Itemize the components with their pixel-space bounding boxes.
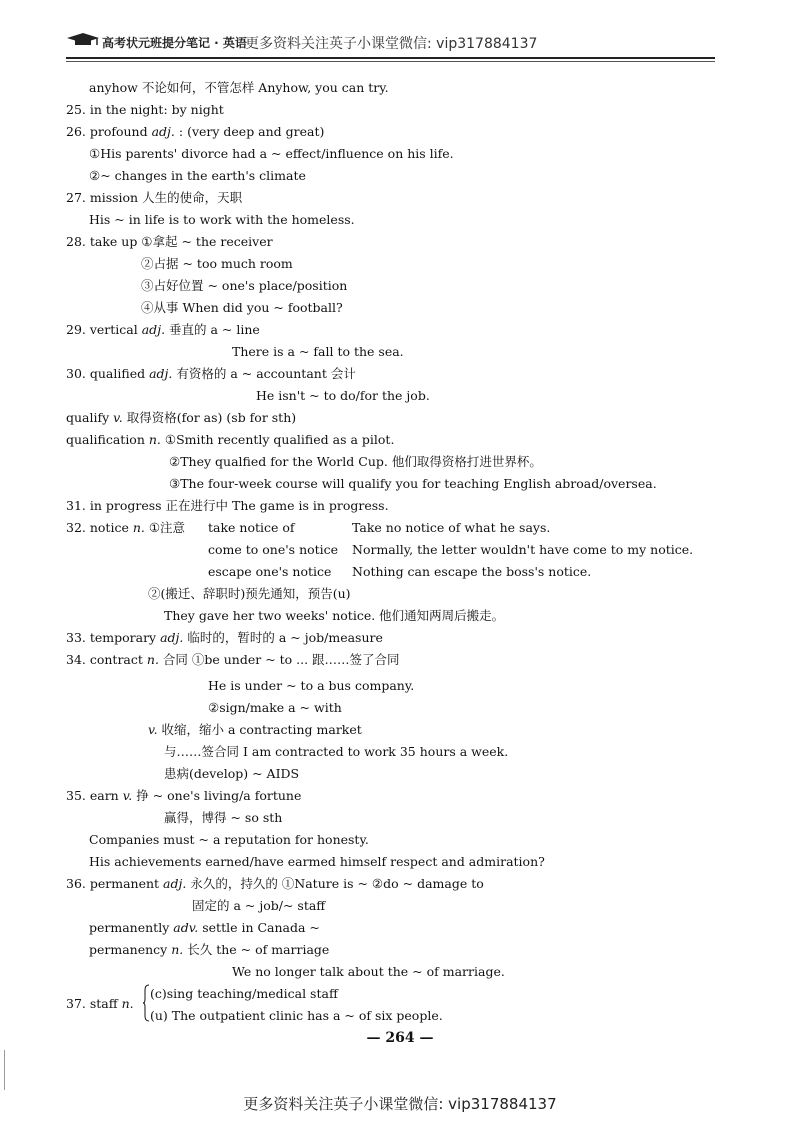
example-line: His ~ in life is to work with the homeless. (89, 212, 355, 227)
entry-permanently: permanently adv. settle in Canada ~ (89, 920, 320, 935)
header-watermark: 更多资料关注英子小课堂微信: vip317884137 (245, 36, 538, 52)
header-rule-thin (66, 61, 715, 62)
example-line: ③The four-week course will qualify you for teaching English abroad/oversea. (169, 476, 657, 491)
page-number: — 264 — (366, 1030, 434, 1046)
example-line: ③占好位置 ~ one's place/position (141, 278, 348, 293)
example-line: His achievements earned/have earmed himself respect and admiration? (89, 854, 545, 869)
example-line: He is under ~ to a bus company. (208, 678, 415, 693)
example-cell: Take no notice of what he says. (352, 520, 551, 535)
scan-edge (4, 1050, 6, 1090)
example-line: ①His parents' divorce had a ~ effect/influence on his life. (89, 146, 454, 161)
entry-qualify: qualify v. 取得资格(for as) (sb for sth) (66, 410, 297, 425)
example-line: ④从事 When did you ~ football? (141, 300, 343, 315)
entry-34: 34. contract n. 合同 ①be under ~ to ... 跟……签了合同 (66, 652, 400, 667)
graduation-cap-icon (66, 32, 100, 46)
example-line: (u) The outpatient clinic has a ~ of six people. (150, 1008, 443, 1023)
example-cell: Nothing can escape the boss's notice. (352, 564, 592, 579)
example-line: He isn't ~ to do/for the job. (256, 388, 430, 403)
example-cell: Normally, the letter wouldn't have come to my notice. (352, 542, 694, 557)
entry-25: 25. in the night: by night (66, 102, 224, 117)
example-line: (c)sing teaching/medical staff (150, 986, 338, 1001)
entry-31: 31. in progress 正在进行中 The game is in progress. (66, 498, 389, 513)
example-line: 固定的 a ~ job/~ staff (192, 898, 326, 913)
example-line: ②~ changes in the earth's climate (89, 168, 306, 183)
entry-28: 28. take up ①拿起 ~ the receiver (66, 234, 273, 249)
entry-qualification: qualification n. ①Smith recently qualified as a pilot. (66, 432, 395, 447)
book-title: 高考状元班提分笔记 · 英语 (102, 36, 247, 50)
entry-32: 32. notice n. ①注意 (66, 520, 186, 535)
header-rule (66, 57, 715, 59)
example-line: ②占据 ~ too much room (141, 256, 293, 271)
example-line: 患病(develop) ~ AIDS (164, 766, 300, 781)
entry-29: 29. vertical adj. 垂直的 a ~ line (66, 322, 260, 337)
entry-36: 36. permanent adj. 永久的，持久的 ①Nature is ~ ②do ~ damage to (66, 876, 484, 891)
phrase-cell: take notice of (208, 520, 295, 535)
line-anyhow: anyhow 不论如何，不管怎样 Anyhow, you can try. (89, 80, 389, 95)
entry-37: 37. staff n. (66, 996, 134, 1011)
phrase-cell: escape one's notice (208, 564, 332, 579)
example-line: ②They qualfied for the World Cup. 他们取得资格打进世界杯。 (169, 454, 542, 469)
entry-permanency: permanency n. 长久 the ~ of marriage (89, 942, 330, 957)
entry-26: 26. profound adj. : (very deep and great) (66, 124, 325, 139)
example-line: ②(搬迁、辞职时)预先通知，预告(u) (148, 586, 351, 601)
entry-35: 35. earn v. 挣 ~ one's living/a fortune (66, 788, 302, 803)
example-line: 赢得，博得 ~ so sth (164, 810, 283, 825)
example-line: v. 收缩，缩小 a contracting market (148, 722, 362, 737)
example-line: 与……签合同 I am contracted to work 35 hours a week. (164, 744, 509, 759)
example-line: Companies must ~ a reputation for honesty. (89, 832, 369, 847)
example-line: We no longer talk about the ~ of marriage. (232, 964, 505, 979)
example-line: ②sign/make a ~ with (208, 700, 342, 715)
example-line: There is a ~ fall to the sea. (232, 344, 404, 359)
example-line: They gave her two weeks' notice. 他们通知两周后搬走。 (164, 608, 505, 623)
entry-33: 33. temporary adj. 临时的，暂时的 a ~ job/measure (66, 630, 383, 645)
entry-30: 30. qualified adj. 有资格的 a ~ accountant 会计 (66, 366, 356, 381)
phrase-cell: come to one's notice (208, 542, 339, 557)
entry-27: 27. mission 人生的使命，天职 (66, 190, 243, 205)
left-brace-icon (143, 984, 150, 1022)
footer-watermark: 更多资料关注英子小课堂微信: vip317884137 (243, 1095, 557, 1113)
